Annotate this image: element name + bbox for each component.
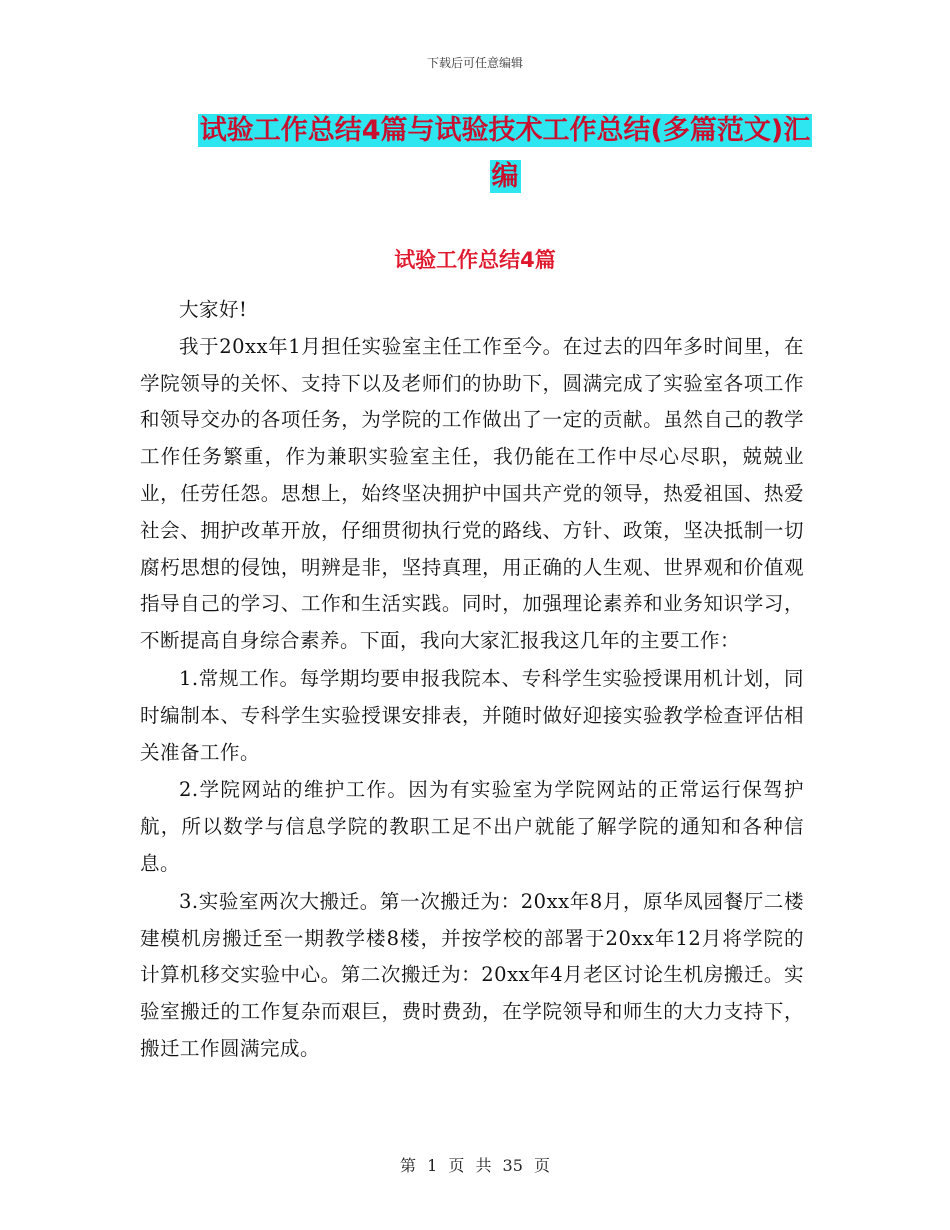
section-title: 试验工作总结4篇 [394,248,556,272]
title-line-2: 编 [491,161,519,192]
item-paragraph-3: 3.实验室两次大搬迁。第一次搬迁为：20xx年8月，原华凤园餐厅二楼建模机房搬迁至一期教学楼8楼，并按学校的部署于20xx年12月将学院的计算机移交实验中心。第二次搬迁为：20xx年4月老区讨论生机房搬迁。实验室搬迁的工作复杂而艰巨，费时费劲，在学院领导和师生的大力支持下，搬迁工作圆满完成。 [140,889,804,1060]
header-note: 下载后可任意编辑 [426,56,523,70]
document-title [195,108,815,200]
page-number: 第 1 页 共 35 页 [400,1156,550,1175]
greeting-paragraph: 大家好! [179,298,248,321]
item-paragraph-1: 1.常规工作。每学期均要申报我院本、专科学生实验授课用机计划，同时编制本、专科学生实验授课安排表，并随时做好迎接实验教学检查评估相关准备工作。 [140,666,804,764]
item-paragraph-2: 2.学院网站的维护工作。因为有实验室为学院网站的正常运行保驾护航，所以数学与信息学院的教职工足不出户就能了解学院的通知和各种信息。 [140,778,804,875]
title-line-1: 试验工作总结4篇与试验技术工作总结(多篇范文)汇 [199,115,811,146]
body-text [140,292,804,1068]
intro-paragraph: 我于20xx年1月担任实验室主任工作至今。在过去的四年多时间里，在学院领导的关怀、支持下以及老师们的协助下，圆满完成了实验室各项工作和领导交办的各项任务，为学院的工作做出了一定的贡献。虽然自己的教学工作任务繁重，作为兼职实验室主任，我仍能在工作中尽心尽职，兢兢业业，任劳任怨。思想上，始终坚决拥护中国共产党的领导，热爱祖国、热爱社会、拥护改革开放，仔细贯彻执行党的路线、方针、政策，坚决抵制一切腐朽思想的侵蚀，明辨是非，坚持真理，用正确的人生观、世界观和价值观指导自己的学习、工作和生活实践。同时，加强理论素养和业务知识学习，不断提高自身综合素养。下面，我向大家汇报我这几年的主要工作： [140,334,804,653]
